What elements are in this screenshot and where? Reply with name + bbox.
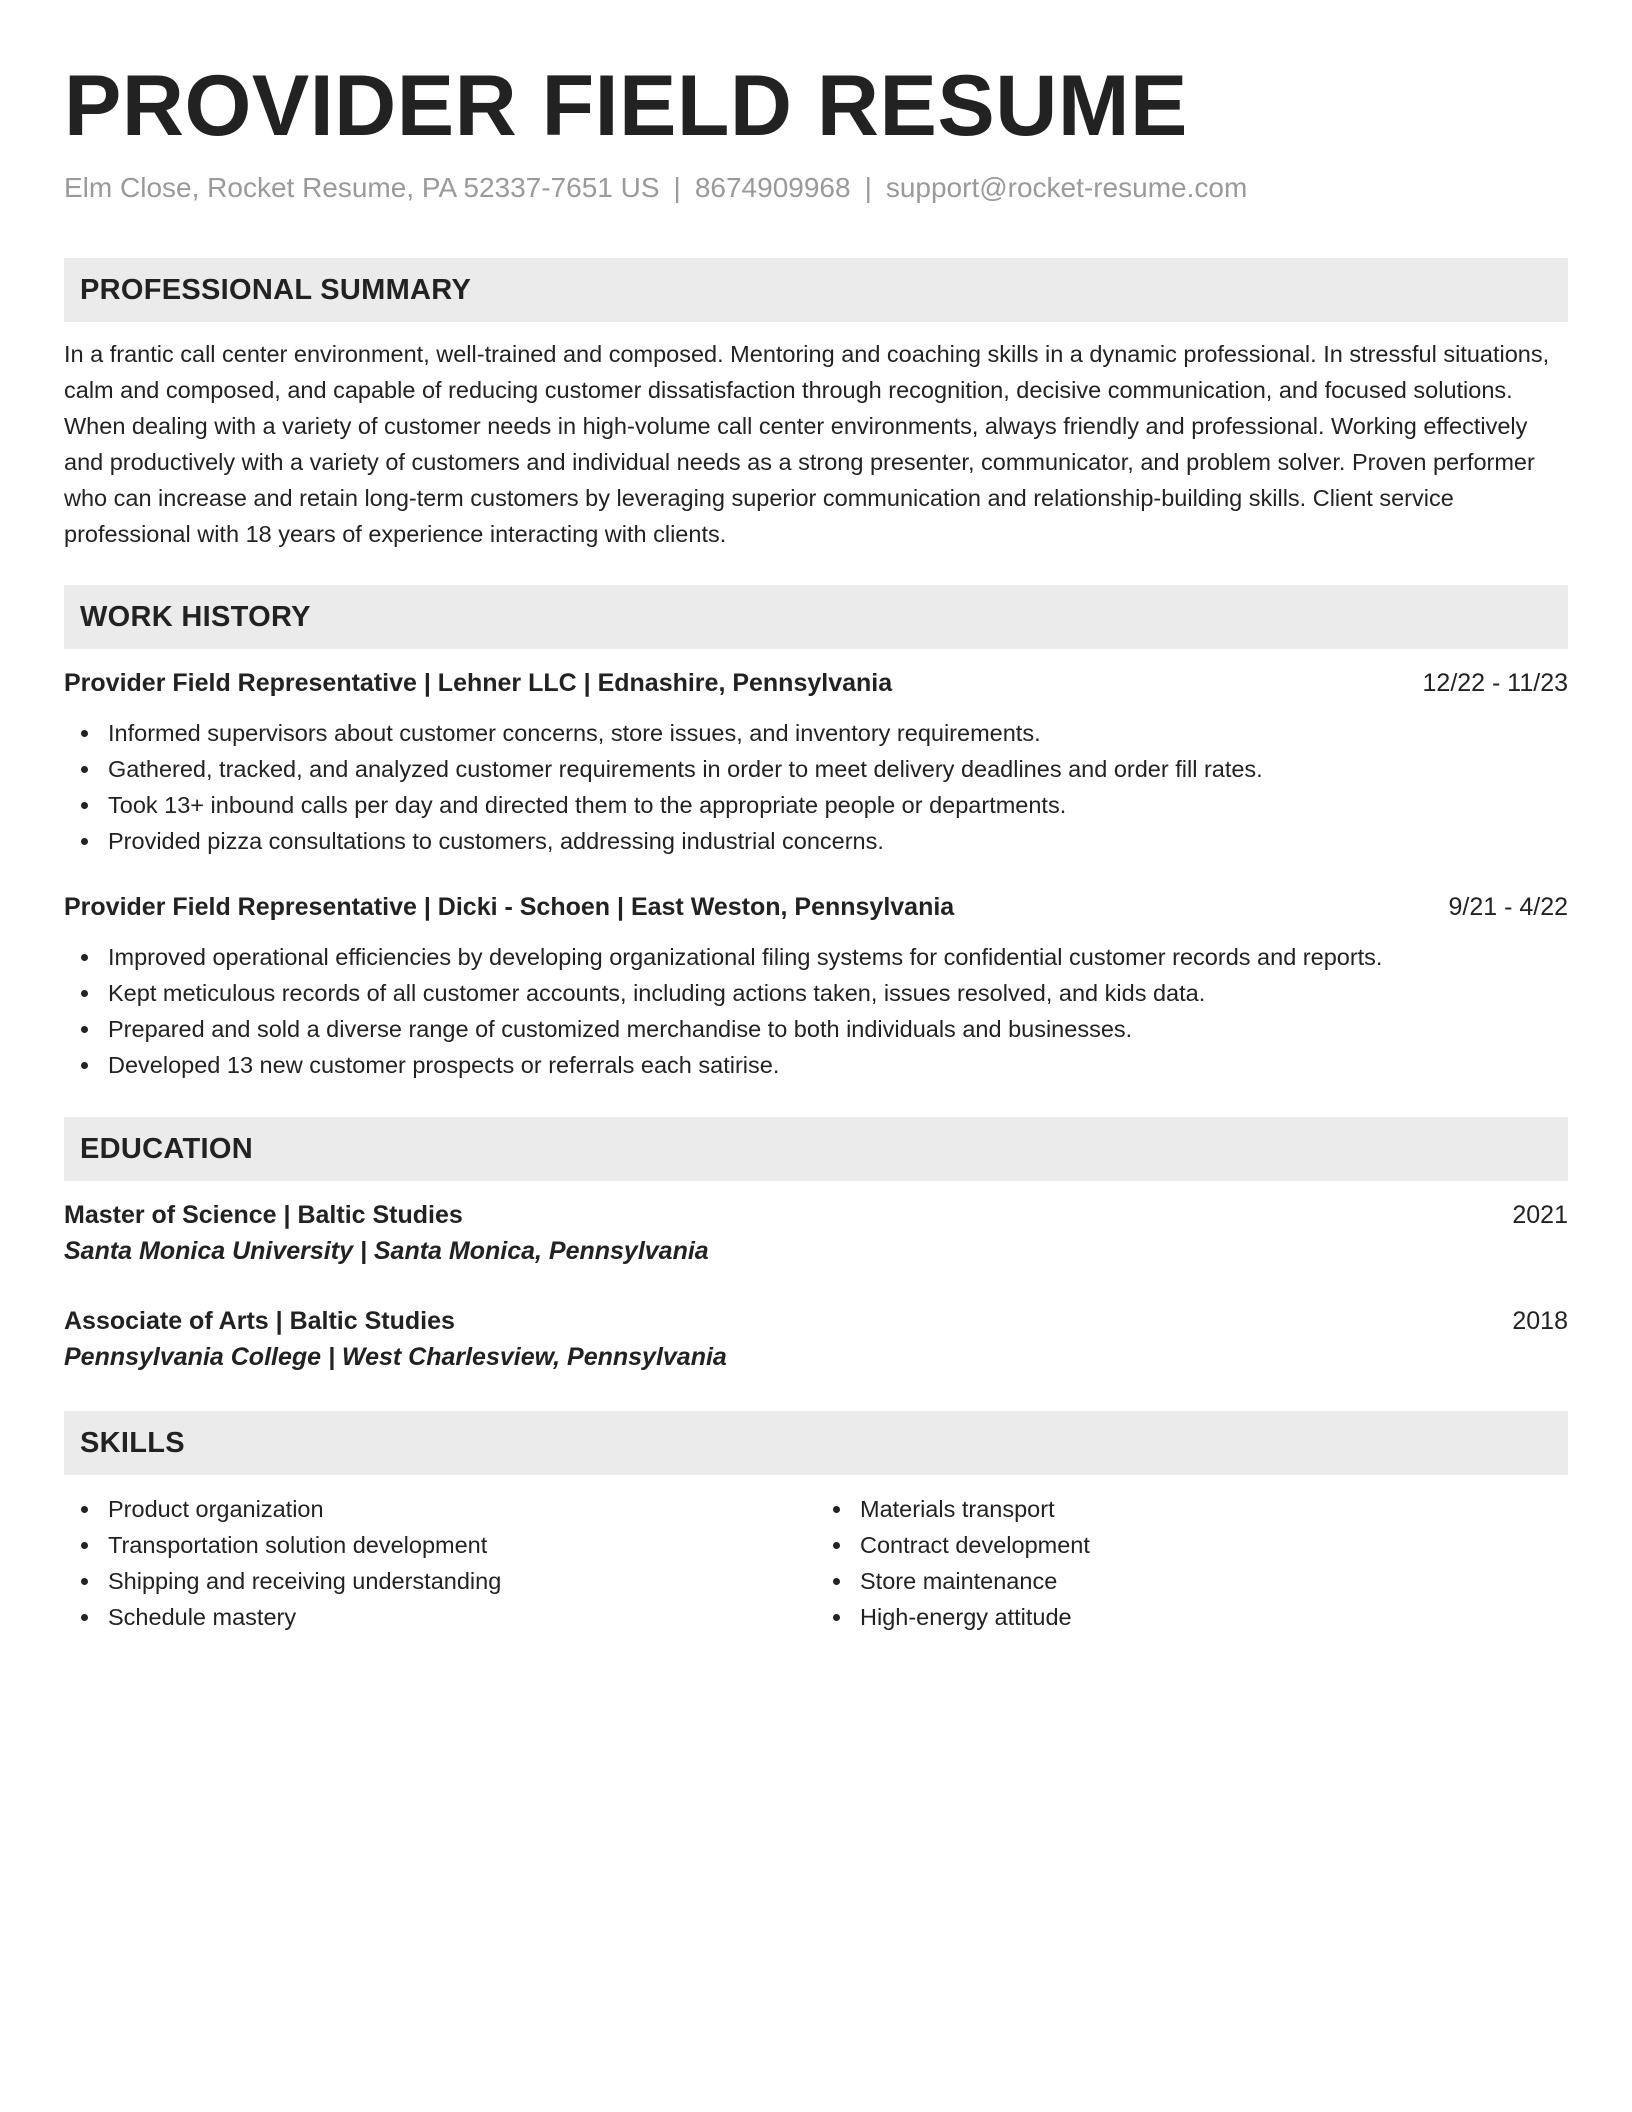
education-year: 2018 bbox=[1512, 1307, 1568, 1335]
contact-line bbox=[64, 170, 1568, 206]
job-entry-header bbox=[64, 889, 1568, 925]
contact-phone: 8674909968 bbox=[694, 172, 851, 203]
education-school: Pennsylvania College | West Charlesview, Pennsylvania bbox=[64, 1343, 727, 1371]
job-bullet: Developed 13 new customer prospects or referrals each satirise. bbox=[64, 1047, 1568, 1083]
skill-item: Materials transport bbox=[816, 1491, 1568, 1527]
education-entry-header bbox=[64, 1303, 1568, 1339]
job-dates: 12/22 - 11/23 bbox=[1422, 669, 1568, 697]
skills-grid bbox=[64, 1491, 1568, 1635]
job-bullet: Provided pizza consultations to customers, addressing industrial concerns. bbox=[64, 823, 1568, 859]
job-bullet: Kept meticulous records of all customer accounts, including actions taken, issues resolved, and kids data. bbox=[64, 975, 1568, 1011]
summary-text: In a frantic call center environment, well-trained and composed. Mentoring and coaching skills in a dynamic professional. In stressful situations, calm and composed, and capable of reducing customer dissatisfaction through recognition, decisive communication, and focused solutions. When dealing with a variety of customer needs in high-volume call center environments, always friendly and professional. Working effectively and productively with a variety of customers and individual needs as a strong presenter, communicator, and problem solver. Proven performer who can increase and retain long-term customers by leveraging superior communication and relationship-building skills. Client service professional with 18 years of experience interacting with clients. bbox=[64, 341, 1550, 547]
job-title: Provider Field Representative | Lehner LLC | Ednashire, Pennsylvania bbox=[64, 669, 893, 697]
education-degree: Master of Science | Baltic Studies bbox=[64, 1201, 463, 1229]
job-bullet: Informed supervisors about customer concerns, store issues, and inventory requirements. bbox=[64, 715, 1568, 751]
education-degree: Associate of Arts | Baltic Studies bbox=[64, 1307, 455, 1335]
contact-separator: | bbox=[864, 172, 872, 203]
contact-separator: | bbox=[673, 172, 681, 203]
skill-item: Contract development bbox=[816, 1527, 1568, 1563]
job-bullet: Took 13+ inbound calls per day and directed them to the appropriate people or departments. bbox=[64, 787, 1568, 823]
skill-item: Product organization bbox=[64, 1491, 816, 1527]
skill-item: Shipping and receiving understanding bbox=[64, 1563, 816, 1599]
education-year: 2021 bbox=[1512, 1201, 1568, 1229]
contact-address: Elm Close, Rocket Resume, PA 52337-7651 US bbox=[64, 172, 660, 203]
skill-item: Transportation solution development bbox=[64, 1527, 816, 1563]
skill-item: Schedule mastery bbox=[64, 1599, 816, 1635]
skills-section-header: SKILLS bbox=[64, 1411, 1568, 1475]
education-section-header: EDUCATION bbox=[64, 1117, 1568, 1181]
job-bullet-list bbox=[64, 715, 1568, 859]
job-bullet-list bbox=[64, 939, 1568, 1083]
education-entry-header bbox=[64, 1197, 1568, 1233]
contact-email: support@rocket-resume.com bbox=[885, 172, 1248, 203]
job-bullet: Prepared and sold a diverse range of customized merchandise to both individuals and businesses. bbox=[64, 1011, 1568, 1047]
skill-item: High-energy attitude bbox=[816, 1599, 1568, 1635]
skills-list-right bbox=[816, 1491, 1568, 1635]
job-title: Provider Field Representative | Dicki - Schoen | East Weston, Pennsylvania bbox=[64, 893, 955, 921]
job-entry-header bbox=[64, 665, 1568, 701]
job-bullet: Gathered, tracked, and analyzed customer requirements in order to meet delivery deadlines and order fill rates. bbox=[64, 751, 1568, 787]
skill-item: Store maintenance bbox=[816, 1563, 1568, 1599]
job-dates: 9/21 - 4/22 bbox=[1448, 893, 1568, 921]
resume-title: PROVIDER FIELD RESUME bbox=[64, 58, 1188, 154]
work-history-section-header: WORK HISTORY bbox=[64, 585, 1568, 649]
skills-list-left bbox=[64, 1491, 816, 1635]
education-school: Santa Monica University | Santa Monica, Pennsylvania bbox=[64, 1237, 709, 1265]
summary-section-header: PROFESSIONAL SUMMARY bbox=[64, 258, 1568, 322]
job-bullet: Improved operational efficiencies by developing organizational filing systems for confidential customer records and reports. bbox=[64, 939, 1568, 975]
